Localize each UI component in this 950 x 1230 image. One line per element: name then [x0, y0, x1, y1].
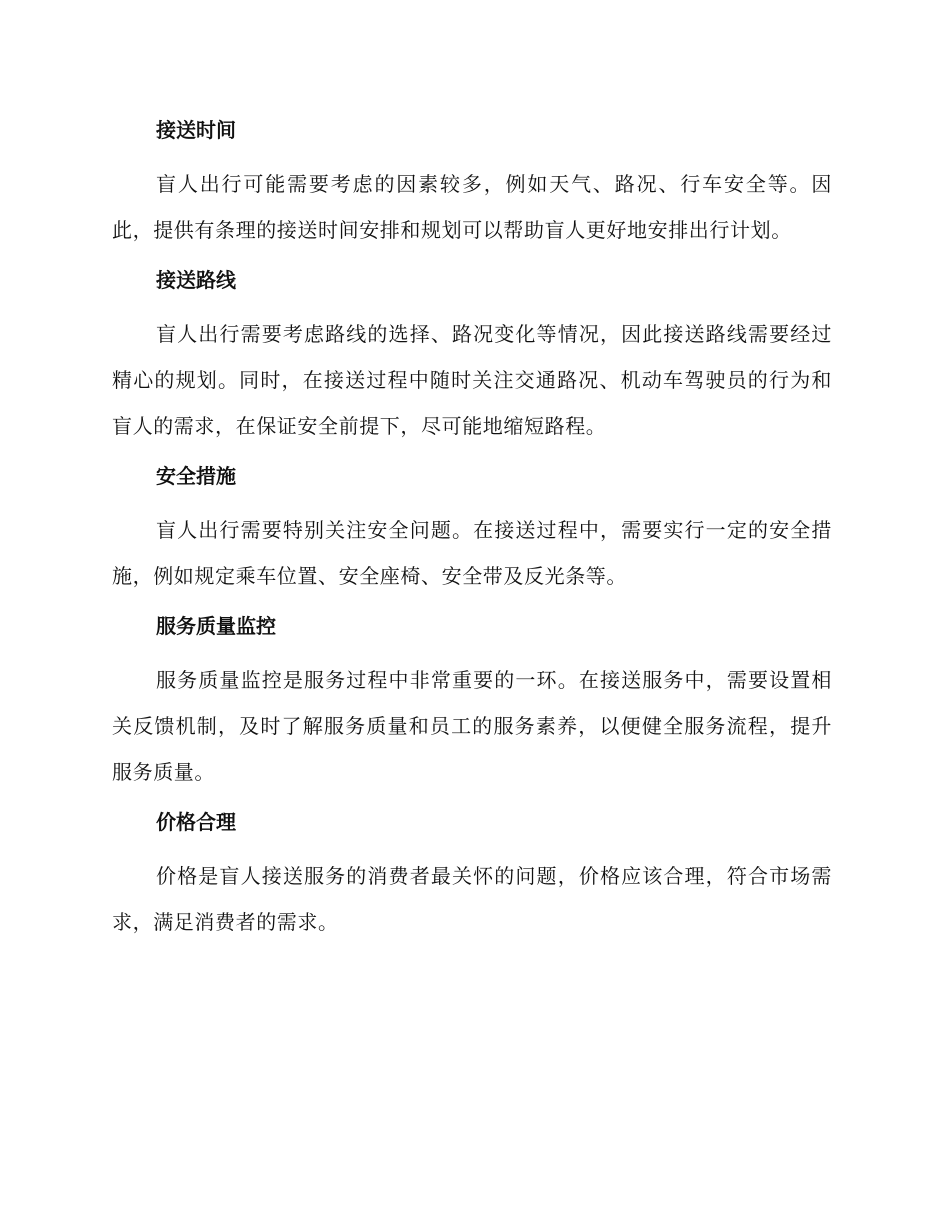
section-paragraph: 盲人出行可能需要考虑的因素较多，例如天气、路况、行车安全等。因此，提供有条理的接送时间安排和规划可以帮助盲人更好地安排出行计划。	[112, 172, 832, 242]
section-quality-monitoring	[112, 609, 832, 795]
section-heading: 接送路线	[156, 268, 236, 292]
document-content	[112, 113, 832, 955]
section-heading: 接送时间	[156, 118, 236, 142]
section-paragraph: 盲人出行需要特别关注安全问题。在接送过程中，需要实行一定的安全措施，例如规定乘车位置、安全座椅、安全带及反光条等。	[112, 518, 832, 588]
section-heading: 价格合理	[156, 810, 236, 834]
section-pickup-route	[112, 263, 832, 449]
section-paragraph: 盲人出行需要考虑路线的选择、路况变化等情况，因此接送路线需要经过精心的规划。同时，在接送过程中随时关注交通路况、机动车驾驶员的行为和盲人的需求，在保证安全前提下，尽可能地缩短路程。	[112, 322, 832, 438]
section-reasonable-price	[112, 805, 832, 945]
section-heading: 服务质量监控	[156, 614, 276, 638]
section-paragraph: 服务质量监控是服务过程中非常重要的一环。在接送服务中，需要设置相关反馈机制，及时了解服务质量和员工的服务素养，以便健全服务流程，提升服务质量。	[112, 668, 832, 784]
section-heading: 安全措施	[156, 464, 236, 488]
section-safety-measures	[112, 459, 832, 599]
section-paragraph: 价格是盲人接送服务的消费者最关怀的问题，价格应该合理，符合市场需求，满足消费者的需求。	[112, 864, 832, 934]
section-pickup-time	[112, 113, 832, 253]
